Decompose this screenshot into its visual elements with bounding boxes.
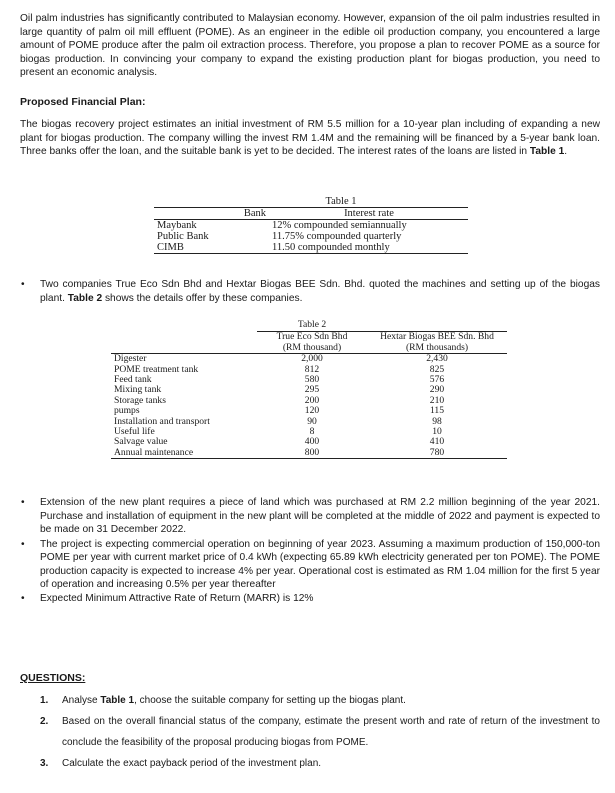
hextar-value: 290 xyxy=(429,384,445,396)
item-name: Storage tanks xyxy=(114,394,166,406)
intro-paragraph: Oil palm industries has significantly contributed to Malaysian economy. However, expansion of the oil palm industries resulted in large quantity of palm oil mill effluent (POME). As an engineer in the edible oil production company, you encountered a large amount of POME produce after the palm oil extraction process. Therefore, you propose a plan to recover POME as a source for biogas production. In convincing your company to expand the existing production plant for biogas production, you need to present an economic analysis. xyxy=(20,13,600,78)
list-item xyxy=(0,538,600,592)
financial-plan-heading: Proposed Financial Plan: xyxy=(20,96,146,108)
table-row xyxy=(111,417,507,427)
table-1-header-bank: Bank xyxy=(243,208,266,219)
financial-plan-paragraph xyxy=(20,118,600,159)
table-row xyxy=(154,220,468,231)
interest-rate: 12% compounded semiannually xyxy=(272,220,407,231)
true-eco-value: 812 xyxy=(304,363,320,375)
question-number: 1. xyxy=(40,695,49,706)
question-item xyxy=(40,711,600,753)
true-eco-value: 120 xyxy=(304,405,320,417)
question-item xyxy=(40,753,600,774)
bullet-icon: • xyxy=(21,497,25,508)
item-name: Mixing tank xyxy=(114,384,162,396)
question-text: Based on the overall financial status of the company, estimate the present worth and rate of return of the investment to conclude the feasibility of the proposal producing biogas from POME. xyxy=(62,716,600,748)
table-row xyxy=(111,448,507,459)
table-1 xyxy=(154,196,468,254)
question-text: Calculate the exact payback period of the investment plan. xyxy=(62,758,322,769)
question-number: 3. xyxy=(40,758,49,769)
item-name: Salvage value xyxy=(114,436,168,448)
questions-title: QUESTIONS: xyxy=(20,672,86,684)
bank-name: Public Bank xyxy=(157,231,209,242)
item-name: Installation and transport xyxy=(114,415,210,427)
question-item xyxy=(40,690,600,711)
bullet-icon: • xyxy=(21,538,25,550)
interest-rate: 11.75% compounded quarterly xyxy=(272,231,402,242)
col1-unit: (RM thousand) xyxy=(282,341,342,353)
hextar-value: 576 xyxy=(429,374,445,386)
question-table-reference: Table 1 xyxy=(100,695,135,706)
table-2-caption: Table 2 xyxy=(297,319,327,330)
financial-plan-end: . xyxy=(564,146,568,157)
table-1-header-row xyxy=(154,207,468,220)
hextar-value: 10 xyxy=(432,426,442,438)
hextar-value: 410 xyxy=(429,436,445,448)
item-name: pumps xyxy=(114,405,140,417)
table-row xyxy=(154,242,468,254)
table-2 xyxy=(111,320,507,459)
true-eco-value: 580 xyxy=(304,374,320,386)
item-name: POME treatment tank xyxy=(114,363,199,375)
details-bullet-list xyxy=(0,496,600,605)
item-name: Feed tank xyxy=(114,374,152,386)
col2-header: Hextar Biogas BEE Sdn. Bhd xyxy=(367,331,507,342)
true-eco-value: 8 xyxy=(309,426,315,438)
bullet-icon: • xyxy=(21,279,25,290)
companies-text: Two companies True Eco Sdn Bhd and Hextar Biogas BEE Sdn. Bhd. quoted the machines and setting up of the biogas plant. xyxy=(40,279,600,304)
true-eco-value: 2,000 xyxy=(301,353,323,365)
list-item xyxy=(0,496,600,537)
hextar-value: 115 xyxy=(429,405,445,417)
table-1-header-rate: Interest rate xyxy=(344,208,394,219)
table2-reference: Table 2 xyxy=(67,292,103,304)
interest-rate: 11.50 compounded monthly xyxy=(272,242,390,253)
questions-list xyxy=(40,690,600,774)
bank-name: Maybank xyxy=(157,220,197,231)
question-number: 2. xyxy=(40,716,49,727)
table1-reference: Table 1 xyxy=(529,146,565,157)
bullet-text: Extension of the new plant requires a piece of land which was purchased at RM 2.2 million beginning of the year 2021. Purchase and installation of equipment in the new plant will be completed at the middle of 2022 and payment is expected to be made on 31 December 2022. xyxy=(40,497,600,535)
list-item xyxy=(0,592,600,606)
bank-name: CIMB xyxy=(157,242,184,253)
hextar-value: 825 xyxy=(429,363,445,375)
true-eco-value: 800 xyxy=(304,446,320,458)
companies-text-end: shows the details offer by these companies. xyxy=(102,292,303,304)
list-item xyxy=(0,278,600,305)
hextar-value: 780 xyxy=(429,446,445,458)
bullet-icon: • xyxy=(21,592,25,604)
table-1-caption: Table 1 xyxy=(325,196,357,207)
bullet-text: Expected Minimum Attractive Rate of Return (MARR) is 12% xyxy=(40,592,314,604)
question-text: Analyse xyxy=(62,695,101,706)
true-eco-value: 400 xyxy=(304,436,320,448)
financial-plan-text: The biogas recovery project estimates an initial investment of RM 5.5 million for a 10-year plan including of expanding a new plant for biogas production. The company willing the invest RM 1.4M and the remaining will be financed by a 5-year bank loan. Three banks offer the loan, and the suitable bank is yet to be decided. The interest rates of the loans are listed in xyxy=(20,119,600,157)
true-eco-value: 90 xyxy=(307,415,317,427)
hextar-value: 2,430 xyxy=(426,353,448,365)
item-name: Useful life xyxy=(114,426,155,438)
hextar-value: 210 xyxy=(429,394,445,406)
col2-unit: (RM thousands) xyxy=(405,341,469,353)
companies-bullet-list xyxy=(0,278,600,305)
true-eco-value: 200 xyxy=(304,394,320,406)
item-name: Digester xyxy=(114,353,147,365)
hextar-value: 98 xyxy=(432,415,442,427)
table-row xyxy=(154,231,468,242)
item-name: Annual maintenance xyxy=(114,446,194,458)
col1-header: True Eco Sdn Bhd xyxy=(257,331,367,342)
question-text: , choose the suitable company for setting up the biogas plant. xyxy=(134,695,406,706)
true-eco-value: 295 xyxy=(304,384,320,396)
bullet-text: The project is expecting commercial operation on beginning of year 2023. Assuming a maximum production of 150,000-ton POME per year with current market price of 0.4 kWh (expecting 65.89 kWh electricity generated per ton POME). The POME production capacity is expected to increase 4% per year. Operational cost is estimated as RM 1.04 million for the first 5 year of operation and increasing 0.5% per year thereafter xyxy=(40,538,600,590)
